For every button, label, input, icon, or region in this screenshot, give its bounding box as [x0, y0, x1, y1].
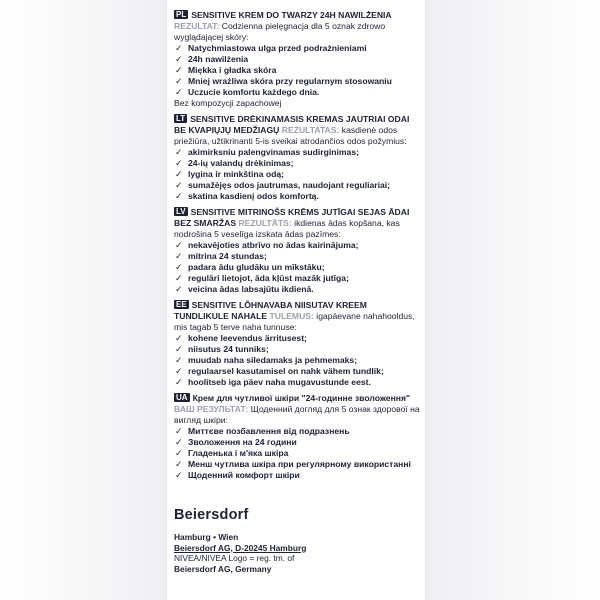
language-badge: EE — [176, 300, 187, 309]
check-icon: ✓ — [175, 147, 183, 157]
check-icon: ✓ — [175, 459, 183, 469]
list-item: ✓ lygina ir minkština odą; — [175, 169, 284, 179]
check-icon: ✓ — [175, 470, 183, 480]
result-label: REZULTAT: — [174, 21, 220, 31]
check-icon: ✓ — [175, 273, 183, 283]
list-item: ✓ Miękka i gładka skóra — [175, 65, 277, 75]
list-item: ✓ Uczucie komfortu każdego dnia. — [175, 87, 320, 97]
check-icon: ✓ — [175, 366, 183, 376]
check-icon: ✓ — [175, 284, 183, 294]
list-item: ✓ mitrina 24 stundas; — [175, 251, 267, 261]
product-title: SENSITIVE MITRINOŠS KRĒMS JUTĪGAI SEJAS ĀDAI BEZ SMARŽAS — [174, 207, 410, 228]
product-title: Крем для чутливої шкіри "24-годинне зволоження" — [192, 393, 411, 403]
check-icon: ✓ — [175, 377, 183, 387]
check-icon: ✓ — [175, 54, 183, 64]
list-item: ✓ regulāri lietojot, āda kļūst mazāk jutīga; — [175, 273, 349, 283]
result-label: TULEMUS: — [269, 311, 314, 321]
section-pl — [174, 10, 420, 109]
footer-cities: Hamburg • Wien — [174, 532, 239, 542]
check-icon: ✓ — [175, 169, 183, 179]
section-lt — [174, 114, 420, 202]
check-icon: ✓ — [175, 43, 183, 53]
language-badge: LT — [176, 114, 186, 123]
benefit-list — [174, 426, 420, 481]
list-item: ✓ akimirksniu palengvinamas sudirginimas; — [175, 147, 359, 157]
benefit-list — [174, 147, 420, 202]
list-item: ✓ kohene leevendus ärritusest; — [175, 333, 307, 343]
check-icon: ✓ — [175, 191, 183, 201]
list-item: ✓ skatina kasdienį odos komfortą. — [175, 191, 319, 201]
list-item: ✓ veicina ādas labsajūtu ikdienā. — [175, 284, 314, 294]
check-icon: ✓ — [175, 240, 183, 250]
check-icon: ✓ — [175, 180, 183, 190]
list-item: ✓ Зволоження на 24 години — [175, 437, 297, 447]
label-content — [174, 10, 420, 574]
check-icon: ✓ — [175, 262, 183, 272]
list-item: ✓ niisutus 24 tunniks; — [175, 344, 269, 354]
list-item: ✓ 24h nawilżenia — [175, 54, 249, 64]
product-title: SENSITIVE DRĖKINAMASIS KREMAS JAUTRIAI ODAI BE KVAPIŲJŲ MEDŽIAGŲ — [174, 114, 410, 135]
section-ua — [174, 393, 420, 481]
check-icon: ✓ — [175, 76, 183, 86]
check-icon: ✓ — [175, 158, 183, 168]
list-item: ✓ Natychmiastowa ulga przed podrażnieniami — [175, 43, 367, 53]
brand-logo: Beiersdorf — [174, 507, 249, 523]
benefit-list — [174, 43, 420, 98]
language-badge: UA — [176, 393, 188, 402]
check-icon: ✓ — [175, 355, 183, 365]
check-icon: ✓ — [175, 87, 183, 97]
benefit-list — [174, 240, 420, 295]
result-label: REZULTATAS: — [281, 125, 340, 135]
list-item: ✓ Миттєве позбавлення від подразнень — [175, 426, 350, 436]
language-badge: PL — [176, 10, 187, 19]
section-ee — [174, 300, 420, 388]
list-item: ✓ Щоденний комфорт шкіри — [175, 470, 300, 480]
section-lv — [174, 207, 420, 295]
list-item: ✓ padara ādu gludāku un mīkstāku; — [175, 262, 325, 272]
language-badge: LV — [176, 207, 186, 216]
list-item: ✓ regulaarsel kasutamisel on nahk vähem tundlik; — [175, 366, 384, 376]
result-label: ВАШ РЕЗУЛЬТАТ: — [174, 404, 249, 414]
list-item: ✓ nekavējoties atbrīvo no ādas kairinājuma; — [175, 240, 359, 250]
list-item: ✓ Mniej wrażliwa skóra przy regularnym stosowaniu — [175, 76, 392, 86]
result-description: kasdienė odos priežiūra, užtikrinanti 5-is sveikai atrodančios odos požymius: — [174, 125, 407, 146]
package-left-edge — [0, 0, 167, 600]
product-title: SENSITIVE KREM DO TWARZY 24H NAWILŻENIA — [191, 10, 392, 20]
check-icon: ✓ — [175, 344, 183, 354]
list-item: ✓ Гладенька і м'яка шкіра — [175, 448, 289, 458]
manufacturer-address — [174, 532, 420, 574]
list-item: ✓ muudab naha siledamaks ja pehmemaks; — [175, 355, 358, 365]
list-item: ✓ 24-ių valandų drėkinimas; — [175, 158, 294, 168]
check-icon: ✓ — [175, 448, 183, 458]
list-item: ✓ sumažėjęs odos jautrumas, naudojant reguliariai; — [175, 180, 391, 190]
footer-trademark-owner: Beiersdorf AG, Germany — [174, 563, 272, 574]
footer-company-address: Beiersdorf AG, D-20245 Hamburg — [174, 542, 307, 553]
list-item: ✓ Менш чутлива шкіра при регулярному використанні — [175, 459, 411, 469]
result-description: Codzienna pielęgnacja dla 5 oznak zdrowo wyglądającej skóry: — [174, 21, 386, 42]
result-label: REZULTĀTS: — [238, 218, 292, 228]
package-right-edge — [425, 0, 600, 600]
result-description: ikdienas ādas kopšana, kas nodrošina 5 veselīga izskata ādas pazīmes: — [174, 218, 400, 239]
fragrance-note: Bez kompozycji zapachowej — [174, 98, 282, 108]
check-icon: ✓ — [175, 333, 183, 343]
check-icon: ✓ — [175, 65, 183, 75]
product-title: SENSITIVE LÕHNAVABA NIISUTAV KREEM TUNDLIKULE NAHALE — [174, 300, 367, 321]
result-description: igapäevane nahahooldus, mis tagab 5 terve naha tunnuse: — [174, 311, 415, 332]
footer-trademark-note: NIVEA/NIVEA Logo = reg. tm. of — [174, 553, 295, 563]
check-icon: ✓ — [175, 437, 183, 447]
check-icon: ✓ — [175, 251, 183, 261]
benefit-list — [174, 333, 420, 388]
list-item: ✓ hoolitseb iga päev naha mugavustunde eest. — [175, 377, 371, 387]
check-icon: ✓ — [175, 426, 183, 436]
result-description: Щоденний догляд для 5 ознак здорової на вигляд шкіри: — [174, 404, 420, 425]
